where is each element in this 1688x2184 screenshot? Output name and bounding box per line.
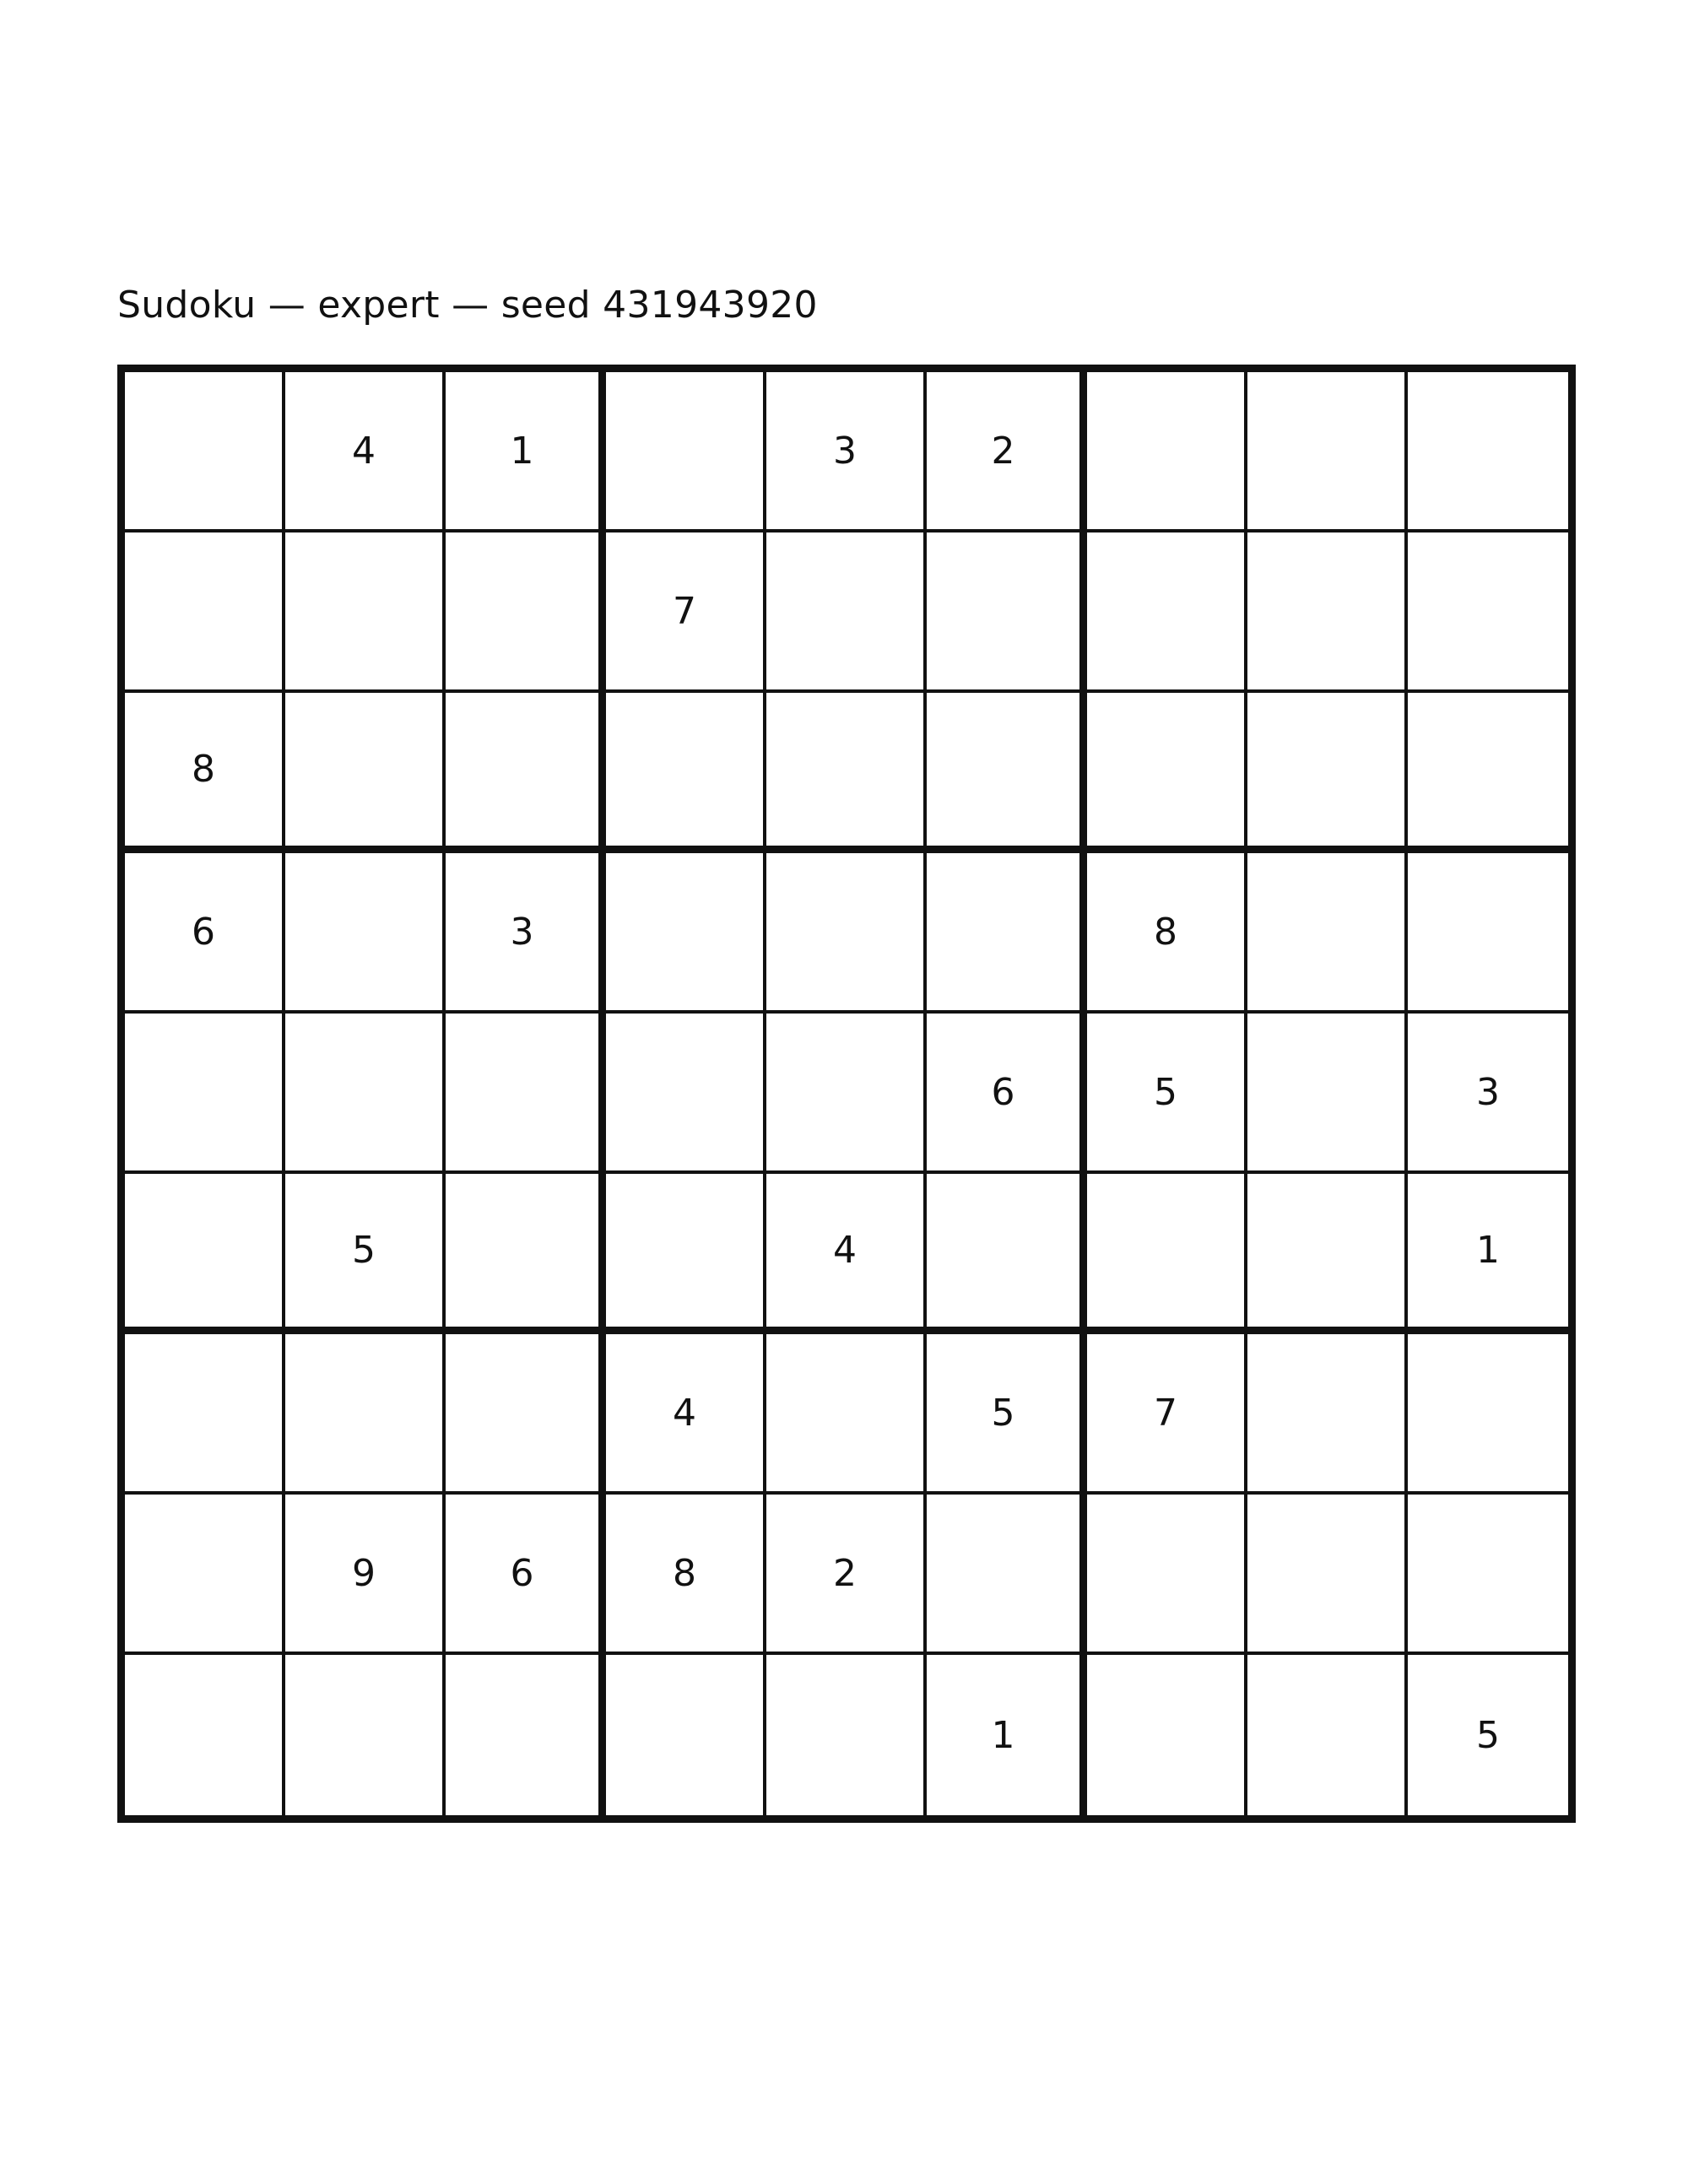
- sudoku-cell-r6c6[interactable]: [927, 1174, 1087, 1334]
- sudoku-cell-r5c3[interactable]: [446, 1014, 606, 1174]
- sudoku-cell-r1c8[interactable]: [1247, 372, 1408, 532]
- sudoku-cell-r9c6[interactable]: 1: [927, 1655, 1087, 1815]
- sudoku-cell-r1c3[interactable]: 1: [446, 372, 606, 532]
- sudoku-cell-r1c6[interactable]: 2: [927, 372, 1087, 532]
- sudoku-cell-r6c4[interactable]: [606, 1174, 766, 1334]
- sudoku-cell-r4c5[interactable]: [766, 853, 927, 1014]
- sudoku-cell-r9c7[interactable]: [1087, 1655, 1247, 1815]
- sudoku-cell-r5c6[interactable]: 6: [927, 1014, 1087, 1174]
- sudoku-cell-r5c5[interactable]: [766, 1014, 927, 1174]
- sudoku-cell-r6c1[interactable]: [125, 1174, 285, 1334]
- sudoku-cell-r2c9[interactable]: [1408, 532, 1568, 693]
- sudoku-cell-r1c1[interactable]: [125, 372, 285, 532]
- sudoku-cell-r7c6[interactable]: 5: [927, 1334, 1087, 1495]
- sudoku-cell-r9c5[interactable]: [766, 1655, 927, 1815]
- sudoku-cell-r8c8[interactable]: [1247, 1495, 1408, 1655]
- puzzle-title: Sudoku — expert — seed 431943920: [117, 284, 818, 327]
- sudoku-cell-r8c9[interactable]: [1408, 1495, 1568, 1655]
- sudoku-cell-r3c6[interactable]: [927, 693, 1087, 853]
- sudoku-cell-r3c7[interactable]: [1087, 693, 1247, 853]
- sudoku-cell-r5c9[interactable]: 3: [1408, 1014, 1568, 1174]
- sudoku-cell-r9c2[interactable]: [285, 1655, 446, 1815]
- sudoku-cell-r4c4[interactable]: [606, 853, 766, 1014]
- sudoku-cell-r2c7[interactable]: [1087, 532, 1247, 693]
- sudoku-cell-r5c1[interactable]: [125, 1014, 285, 1174]
- sudoku-cell-r9c9[interactable]: 5: [1476, 1713, 1500, 1757]
- sudoku-cell-r4c1[interactable]: 6: [125, 853, 285, 1014]
- sudoku-cell-r5c8[interactable]: [1247, 1014, 1408, 1174]
- sudoku-cell-r8c5[interactable]: 2: [766, 1495, 927, 1655]
- sudoku-cell-r4c6[interactable]: [927, 853, 1087, 1014]
- sudoku-cell-r9c8[interactable]: [1247, 1655, 1408, 1815]
- sudoku-cell-r1c2[interactable]: 4: [285, 372, 446, 532]
- sudoku-cell-r9c3[interactable]: [446, 1655, 606, 1815]
- sudoku-cell-r8c1[interactable]: [125, 1495, 285, 1655]
- sudoku-cell-r3c3[interactable]: [446, 693, 606, 853]
- sudoku-cell-r4c7[interactable]: 8: [1087, 853, 1247, 1014]
- sudoku-cell-r2c6[interactable]: [927, 532, 1087, 693]
- sudoku-cell-r3c8[interactable]: [1247, 693, 1408, 853]
- sudoku-cell-r1c7[interactable]: [1087, 372, 1247, 532]
- sudoku-cell-r8c3[interactable]: 6: [446, 1495, 606, 1655]
- sudoku-cell-r6c3[interactable]: [446, 1174, 606, 1334]
- sudoku-cell-r2c5[interactable]: [766, 532, 927, 693]
- sudoku-cell-r1c9[interactable]: [1408, 372, 1568, 532]
- sudoku-cell-r2c2[interactable]: [285, 532, 446, 693]
- sudoku-cell-r3c1[interactable]: 8: [125, 693, 285, 853]
- sudoku-cell-r4c8[interactable]: [1247, 853, 1408, 1014]
- sudoku-cell-r7c2[interactable]: [285, 1334, 446, 1495]
- sudoku-cell-r1c4[interactable]: [606, 372, 766, 532]
- sudoku-cell-r7c9[interactable]: [1408, 1334, 1568, 1495]
- sudoku-cell-r9c1[interactable]: [125, 1655, 285, 1815]
- sudoku-cell-r2c1[interactable]: [125, 532, 285, 693]
- sudoku-cell-r8c6[interactable]: [927, 1495, 1087, 1655]
- sudoku-cell-r6c8[interactable]: [1247, 1174, 1408, 1334]
- sudoku-cell-r6c5[interactable]: 4: [766, 1174, 927, 1334]
- sudoku-cell-r7c1[interactable]: [125, 1334, 285, 1495]
- sudoku-cell-r6c2[interactable]: 5: [285, 1174, 446, 1334]
- sudoku-cell-r4c2[interactable]: [285, 853, 446, 1014]
- sudoku-cell-r2c3[interactable]: [446, 532, 606, 693]
- sudoku-cell-r9c4[interactable]: [606, 1655, 766, 1815]
- sudoku-cell-r4c9[interactable]: [1408, 853, 1568, 1014]
- sudoku-cell-r6c9[interactable]: 1: [1408, 1174, 1568, 1334]
- sudoku-cell-r2c4[interactable]: 7: [606, 532, 766, 693]
- sudoku-cell-r3c5[interactable]: [766, 693, 927, 853]
- sudoku-cell-r5c7[interactable]: 5: [1087, 1014, 1247, 1174]
- sudoku-cell-r7c3[interactable]: [446, 1334, 606, 1495]
- sudoku-cell-r7c4[interactable]: 4: [606, 1334, 766, 1495]
- sudoku-cell-r6c7[interactable]: [1087, 1174, 1247, 1334]
- sudoku-cell-r5c4[interactable]: [606, 1014, 766, 1174]
- sudoku-cell-r1c5[interactable]: 3: [766, 372, 927, 532]
- sudoku-cell-r5c2[interactable]: [285, 1014, 446, 1174]
- sudoku-cell-r8c4[interactable]: 8: [606, 1495, 766, 1655]
- sudoku-cell-r8c7[interactable]: [1087, 1495, 1247, 1655]
- sudoku-cell-r2c8[interactable]: [1247, 532, 1408, 693]
- sudoku-cell-r7c5[interactable]: [766, 1334, 927, 1495]
- sudoku-cell-r7c8[interactable]: [1247, 1334, 1408, 1495]
- sudoku-grid: [117, 365, 1576, 1823]
- sudoku-cell-r3c9[interactable]: [1408, 693, 1568, 853]
- sudoku-cell-r8c2[interactable]: 9: [285, 1495, 446, 1655]
- sudoku-cell-r4c3[interactable]: 3: [446, 853, 606, 1014]
- sudoku-cell-r3c2[interactable]: [285, 693, 446, 853]
- sudoku-cell-r3c4[interactable]: [606, 693, 766, 853]
- sudoku-cell-r7c7[interactable]: 7: [1087, 1334, 1247, 1495]
